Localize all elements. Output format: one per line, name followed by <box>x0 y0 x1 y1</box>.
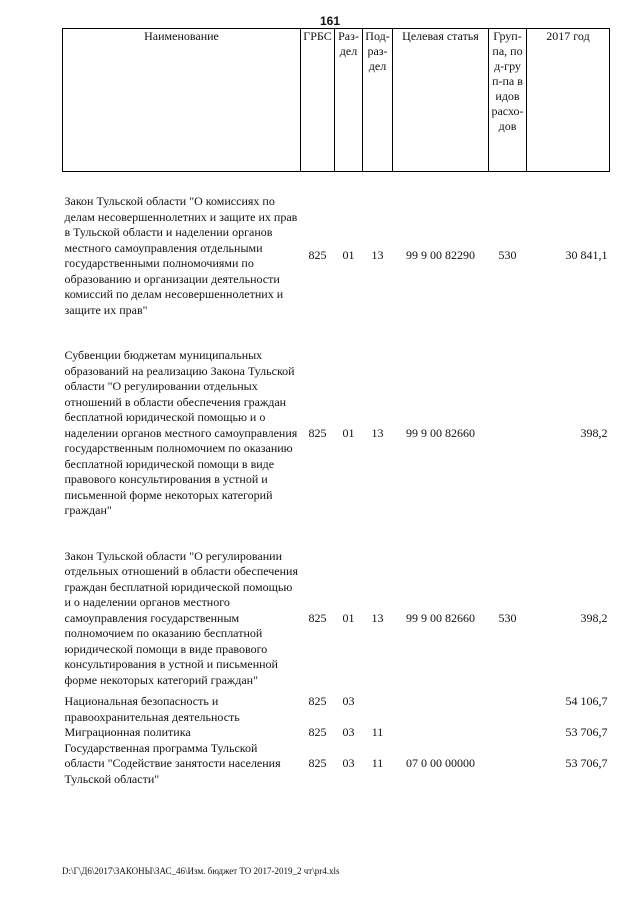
row-vid: 530 <box>498 248 517 263</box>
row-name: Субвенции бюджетам муниципальных образований на реализацию Закона Тульской области "О регулировании отдельных отношений в области обеспечения граждан бесплатной юридической помощью и о наделении органов местного самоуправления государственным полномочием по оказанию бесплатной юридической помощи в виде правового консультирования в устной и письменной форме некоторых категорий граждан" <box>64 348 298 517</box>
header-statya: Целевая статья <box>393 29 489 172</box>
row-razdel: 03 <box>342 756 355 770</box>
row-amount: 53 706,7 <box>565 725 608 739</box>
row-statya: 99 9 00 82290 <box>406 248 475 263</box>
row-podrazdel: 11 <box>371 725 384 739</box>
row-grbs: 825 <box>308 425 327 440</box>
row-grbs: 825 <box>308 610 327 625</box>
row-grbs: 825 <box>308 248 327 263</box>
row-grbs: 825 <box>308 756 327 770</box>
row-razdel: 03 <box>342 694 355 708</box>
file-path-footer: D:\Г\Д6\2017\ЗАКОНЫ\ЗАС_46\Изм. бюджет ТО 2017-2019_2 чт\pr4.xls <box>62 866 340 876</box>
row-name: Закон Тульской области "О комиссиях по делам несовершеннолетних и защите их прав в Тульской области и наделении органов местного самоуправления отдельными государственными полномочиями по образованию и организации деятельности комиссий по делам несовершеннолетних и защите их прав" <box>64 194 298 317</box>
row-amount: 398,2 <box>580 610 608 625</box>
row-vid <box>489 725 527 741</box>
row-vid <box>489 741 527 788</box>
header-podrazdel: Под-раз-дел <box>363 29 393 172</box>
row-name: Миграционная политика <box>64 725 191 739</box>
row-podrazdel: 13 <box>371 610 384 625</box>
budget-table <box>62 28 610 787</box>
row-podrazdel: 13 <box>371 248 384 263</box>
row-name: Закон Тульской области "О регулировании отдельных отношений в области обеспечения граждан бесплатной юридической помощью и о наделении органов местного самоуправления государственным полномочием по оказанию бесплатной юридической помощи в виде правового консультирования в устной и письменной форме некоторых категорий граждан" <box>64 548 298 687</box>
row-statya: 99 9 00 82660 <box>406 610 475 625</box>
row-razdel: 03 <box>342 725 355 739</box>
table-row <box>63 725 610 741</box>
row-amount: 54 106,7 <box>565 694 608 708</box>
row-razdel: 01 <box>342 425 355 440</box>
page-number: 161 <box>320 14 341 28</box>
row-vid: 530 <box>498 610 517 625</box>
table-row <box>63 194 610 318</box>
row-grbs: 825 <box>308 694 327 708</box>
row-podrazdel: 11 <box>371 756 384 770</box>
row-razdel: 01 <box>342 610 355 625</box>
row-podrazdel: 13 <box>371 425 384 440</box>
row-statya: 07 0 00 00000 <box>406 756 475 770</box>
row-statya <box>393 694 489 725</box>
row-statya <box>393 725 489 741</box>
row-amount: 398,2 <box>580 425 608 440</box>
row-grbs: 825 <box>308 725 327 739</box>
row-amount: 30 841,1 <box>565 248 608 263</box>
row-vid <box>489 348 527 519</box>
table-row <box>63 741 610 788</box>
row-statya: 99 9 00 82660 <box>406 425 475 440</box>
row-podrazdel <box>363 694 393 725</box>
header-name: Наименование <box>63 29 301 172</box>
table-row <box>63 348 610 519</box>
table-row <box>63 694 610 725</box>
row-amount: 53 706,7 <box>565 756 608 770</box>
row-vid <box>489 694 527 725</box>
table-row <box>63 549 610 689</box>
row-name: Государственная программа Тульской области "Содействие занятости населения Тульской области" <box>64 740 281 786</box>
header-grbs: ГРБС <box>301 29 335 172</box>
row-razdel: 01 <box>342 248 355 263</box>
header-vid: Груп-па, под-груп-па видов расхо-дов <box>489 29 527 172</box>
header-razdel: Раз-дел <box>335 29 363 172</box>
row-name: Национальная безопасность и правоохранительная деятельность <box>64 694 240 724</box>
header-year: 2017 год <box>527 29 610 172</box>
